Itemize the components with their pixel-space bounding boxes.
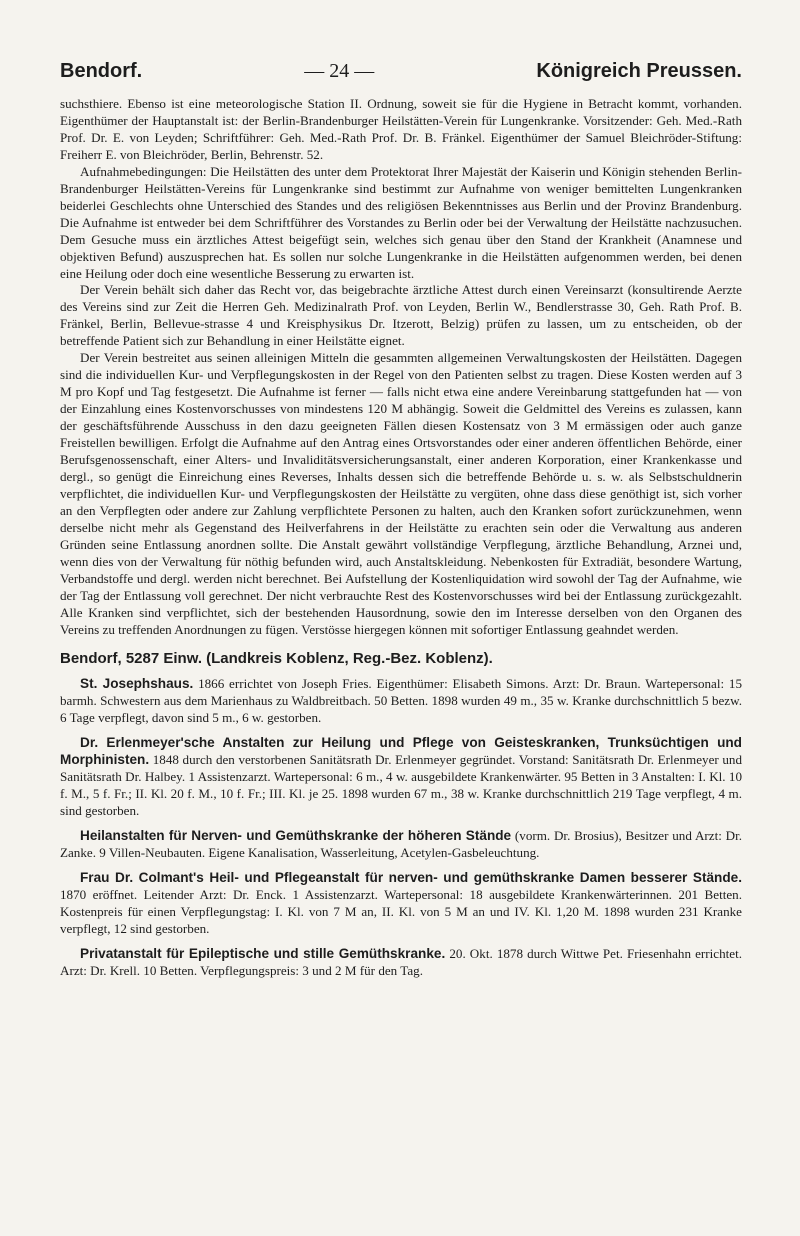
- page-number: — 24 —: [304, 60, 375, 82]
- header-state: Königreich Preussen.: [536, 60, 742, 82]
- institution-privatanstalt: [60, 946, 742, 980]
- institution-name: St. Josephshaus.: [80, 676, 194, 692]
- institution-text: (vorm. Dr. Brosius), Besitzer und Arzt: Dr. Zanke. 9 Villen-Neubauten. Eigene Kanalisation, Wasserleitung, Acetylen-Gasbeleuchtung.: [60, 828, 743, 861]
- institution-josephshaus: [60, 676, 742, 727]
- paragraph-attest: Der Verein behält sich daher das Recht vor, das beigebrachte ärztliche Attest durch einen Vereinsarzt (konsultirende Aerzte des Vereins sind zur Zeit die Herren Geh. Medizinalrath Prof. von Leyden, Berlin W., Bendlerstrasse 30, Geh. Rath Prof. B. Fränkel, Berlin, Bellevue-strasse 4 und Kreisphysikus Dr. Itzerott, Belzig) prüfen zu lassen, um zu entscheiden, ob der betreffende Patient sich zur Behandlung in einer Heilstätte eignet.: [60, 282, 742, 349]
- institution-erlenmeyer: [60, 735, 742, 820]
- page-body: [60, 96, 742, 980]
- paragraph-costs: Der Verein bestreitet aus seinen alleinigen Mitteln die gesammten allgemeinen Verwaltungskosten der Heilstätten. Dagegen sind die individuellen Kur- und Verpflegungskosten in der Regel von den Patienten selbst zu tragen. Diese Kosten werden auf 3 M pro Kopf und Tag festgesetzt. Die Aufnahme ist ferner — falls nicht etwa eine andere Vereinbarung stattgefunden hat — von der Einzahlung eines Kostenvorschusses von mindestens 120 M abhängig. Soweit die Geldmittel des Vereins es zulassen, kann der geschäftsführende Ausschuss in den dazu geeigneten Fällen diesen Kostensatz von 3 M ermässigen oder auch ganze Freistellen bewilligen. Erfolgt die Aufnahme auf den Antrag eines Ortsvorstandes oder einer anderen öffentlichen Behörde, einer Berufsgenossenschaft, einer Alters- und Invaliditätsversicherungsanstalt, einer anderen Korporation, einer Krankenkasse und dergl., so genügt die Einreichung eines Reverses, Inhalts dessen sich die betreffende Behörde u. s. w. als Selbstschuldnerin verpflichtet, die individuellen Kur- und Verpflegungskosten der Heilstätte zu vergüten, ohne dass diese genöthigt ist, sich vorher an den Verpflegten oder andere zur Zahlung verpflichtete Personen zu halten, auch den Kranken sofort zurückzunehmen, wenn derselbe nicht mehr als Gegenstand des Heilverfahrens in der Heilstätte zu erachten sein oder die Verwaltung aus anderen Gründen seine Entlassung anordnen sollte. Die Anstalt gewährt vollständige Verpflegung, ärztliche Behandlung, Arznei und, wenn dies von der Verwaltung für nöthig befunden wird, auch Anstaltskleidung. Nebenkosten für Extradiät, besondere Wartung, Verbandstoffe und dergl. werden nicht berechnet. Bei Aufstellung der Kostenliquidation wird sowohl der Tag der Aufnahme, wie der Tag der Entlassung voll gerechnet. Der nicht verbrauchte Rest des Kostenvorschusses wird bei der Entlassung zurückgezahlt. Alle Kranken sind verpflichtet, sich der bestehenden Hausordnung, sowie den im Interesse derselben von den Organen des Vereins zu treffenden Anordnungen zu fügen. Verstösse hiergegen können mit sofortiger Entlassung geahndet werden.: [60, 350, 742, 637]
- institution-text: 20. Okt. 1878 durch Wittwe Pet. Friesenhahn errichtet. Arzt: Dr. Krell. 10 Betten. Verpflegungspreis: 3 und 2 M für den Tag.: [60, 945, 742, 978]
- running-head: [60, 0, 742, 92]
- institution-name: Heilanstalten für Nerven- und Gemüthskranke der höheren Stände: [80, 828, 512, 844]
- institution-name: Frau Dr. Colmant's Heil- und Pflegeanstalt für nerven- und gemüthskranke Damen besserer Stände.: [80, 869, 742, 885]
- header-place: Bendorf.: [60, 60, 143, 82]
- institution-text: 1848 durch den verstorbenen Sanitätsrath Dr. Erlenmeyer gegründet. Vorstand: Sanitätsrath Dr. Erlenmeyer und Sanitätsrath Dr. Halbey. 1 Assistenzarzt. Wartepersonal: 6 m., 4 w. ausgebildete Krankenwärter. 95 Betten in 3 Anstalten: I. Kl. 10 f. M., 5 f. Fr.; II. Kl. 20 f. M., 10 f. Fr.; III. Kl. je 25. 1898 wurden 67 m., 38 w. Kranke durchschnittlich 219 Tage verpflegt, 4 m. sind gestorben.: [60, 752, 742, 819]
- institution-nervenheil: [60, 828, 742, 862]
- institution-name: Privatanstalt für Epileptische und stille Gemüthskranke.: [80, 945, 446, 961]
- paragraph-1: suchsthiere. Ebenso ist eine meteorologische Station II. Ordnung, soweit sie für die Hygiene in Betracht kommt, vorhanden. Eigenthümer der Hauptanstalt ist: der Berlin-Brandenburger Heilstätten-Verein für Lungenkranke. Vorsitzender: Geh. Med.-Rath Prof. Dr. E. von Leyden; Schriftführer: Geh. Med.-Rath Prof. Dr. B. Fränkel. Eigenthümer der Samuel Bleichröder-Stiftung: Freiherr E. von Bleichröder, Berlin, Behrenstr. 52.: [60, 96, 742, 162]
- institution-text: 1870 eröffnet. Leitender Arzt: Dr. Enck. 1 Assistenzarzt. Wartepersonal: 18 ausgebildete Krankenwärterinnen. 201 Betten. Kostenpreis für einen Verpflegungstag: I. Kl. von 7 M an, II. Kl. von 5 M an und IV. Kl. 1,20 M. 1898 wurden 231 Kranke verpflegt, 12 sind gestorben.: [60, 886, 742, 936]
- institution-text: 1866 errichtet von Joseph Fries. Eigenthümer: Elisabeth Simons. Arzt: Dr. Braun. Wartepersonal: 15 barmh. Schwestern aus dem Marienhaus zu Waldbreitbach. 50 Betten. 1898 wurden 49 m., 35 w. Kranke durchschnittlich 5 bezw. 6 Tage verpflegt, davon sind 5 m., 6 w. gestorben.: [60, 676, 742, 726]
- institution-list: [60, 676, 742, 979]
- institution-name: Dr. Erlenmeyer'sche Anstalten zur Heilung und Pflege von Geisteskranken, Trunksüchtigen und Morphinisten.: [60, 735, 742, 768]
- paragraph-admission: Aufnahmebedingungen: Die Heilstätten des unter dem Protektorat Ihrer Majestät der Kaiserin und Königin stehenden Berlin-Brandenburger Heilstätten-Vereins für Lungenkranke sind bestimmt zur Aufnahme von weniger bemittelten Lungenkranken beiderlei Geschlechts ohne Unterschied des Standes und des religiösen Bekenntnisses aus Berlin und der Provinz Brandenburg. Die Aufnahme ist entweder bei dem Schriftführer des Vorstandes zu Berlin oder bei der Verwaltung der Heilstätte nachzusuchen. Dem Gesuche muss ein ärztliches Attest beigefügt sein, welches sich genau über den Stand der Krankheit (Anamnese und objektiven Befund) auszusprechen hat. Es sollen nur solche Lungenkranke in die Heilstätten aufgenommen werden, bei denen eine Heilung oder doch eine wesentliche Besserung zu erwarten ist.: [60, 163, 742, 281]
- entry-heading: Bendorf, 5287 Einw. (Landkreis Koblenz, Reg.-Bez. Koblenz).: [60, 649, 493, 667]
- institution-colmant: [60, 870, 742, 938]
